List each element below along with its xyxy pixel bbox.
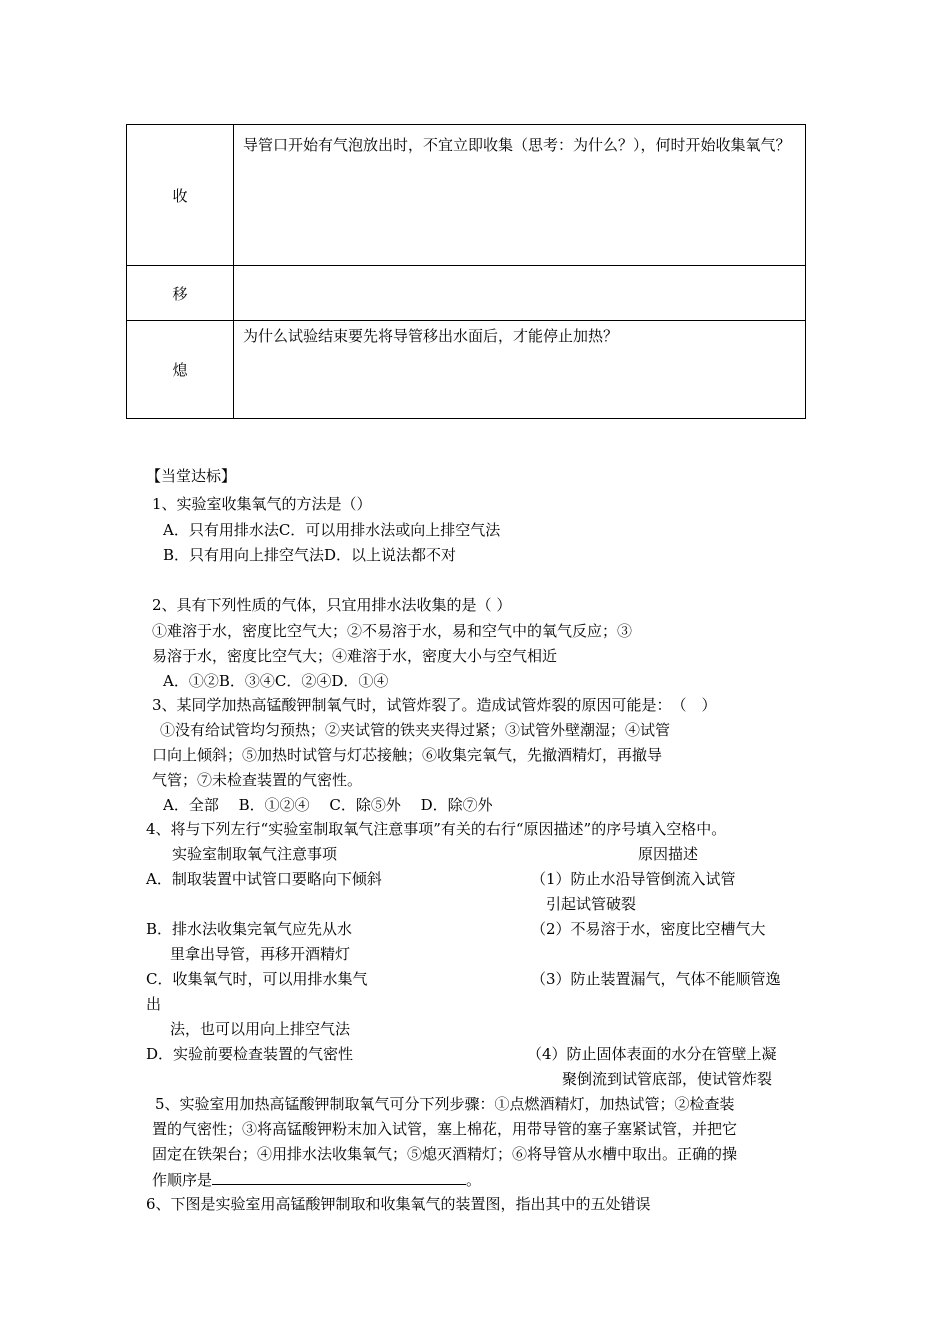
q3-stem: 3、某同学加热高锰酸钾制氧气时，试管炸裂了。造成试管炸裂的原因可能是： （ ） (152, 696, 717, 714)
row-key: 收 (127, 125, 234, 266)
q4-reason-1: （1）防止水沿导管倒流入试管 (531, 870, 736, 888)
table-row (127, 321, 806, 419)
q5-answer-line (152, 1170, 481, 1189)
q4-stem: 4、将与下列左行“实验室制取氧气注意事项”有关的右行“原因描述”的序号填入空格中。 (146, 820, 727, 838)
table-row (127, 266, 806, 321)
q4-item-b: B．排水法收集完氧气应先从水 (146, 920, 353, 938)
q3-options: A．全部 B．①②④ C．除⑤外 D．除⑦外 (163, 796, 493, 814)
q4-reason-4: （4）防止固体表面的水分在管壁上凝 (527, 1045, 777, 1063)
q4-item-d: D．实验前要检查装置的气密性 (146, 1045, 354, 1063)
q5-line: 固定在铁架台；④用排水法收集氧气；⑤熄灭酒精灯；⑥将导管从水槽中取出。正确的操 (152, 1145, 738, 1163)
q4-reason-2: （2）不易溶于水，密度比空槽气大 (531, 920, 766, 938)
row-text: 导管口开始有气泡放出时，不宜立即收集（思考：为什么？），何时开始收集氧气？ (234, 125, 806, 266)
q4-item-c: C．收集氧气时，可以用排水集气 (146, 970, 368, 988)
q4-reason-3: （3）防止装置漏气，气体不能顺管逸 (531, 970, 781, 988)
q5-line: 置的气密性；③将高锰酸钾粉末加入试管，塞上棉花，用带导管的塞子塞紧试管，并把它 (152, 1120, 738, 1138)
row-key: 熄 (127, 321, 234, 419)
q5-answer-suffix: 。 (466, 1171, 482, 1189)
q4-right-header: 原因描述 (638, 845, 699, 863)
q1-option-b: B．只有用向上排空气法D．以上说法都不对 (163, 546, 457, 564)
q2-line: ①难溶于水，密度比空气大；②不易溶于水，易和空气中的氧气反应；③ (152, 622, 633, 640)
q1-stem: 1、实验室收集氧气的方法是（） (152, 495, 372, 513)
row-text (234, 266, 806, 321)
q2-options: A．①②B．③④C．②④D．①④ (163, 672, 389, 690)
q5-answer-prefix: 作顺序是 (152, 1171, 213, 1189)
row-key: 移 (127, 266, 234, 321)
q4-item-b-cont: 里拿出导管，再移开酒精灯 (170, 945, 351, 963)
q6-stem: 6、下图是实验室用高锰酸钾制取和收集氧气的装置图，指出其中的五处错误 (146, 1195, 651, 1213)
row-text: 为什么试验结束要先将导管移出水面后，才能停止加热？ (234, 321, 806, 419)
answer-blank[interactable] (212, 1170, 466, 1185)
q4-left-header: 实验室制取氧气注意事项 (172, 845, 338, 863)
experiment-steps-table (126, 124, 806, 419)
q4-item-a: A．制取装置中试管口要略向下倾斜 (146, 870, 382, 888)
q3-line: 气管；⑦未检查装置的气密性。 (152, 771, 363, 789)
q1-option-a: A．只有用排水法C．可以用排水法或向上排空气法 (163, 521, 501, 539)
q4-reason-1-cont: 引起试管破裂 (546, 895, 637, 913)
q2-stem: 2、具有下列性质的气体，只宜用排水法收集的是（ ） (152, 596, 512, 614)
q3-line: ①没有给试管均匀预热；②夹试管的铁夹夹得过紧；③试管外壁潮湿；④试管 (160, 721, 671, 739)
q4-item-c-cont: 法，也可以用向上排空气法 (170, 1020, 351, 1038)
q4-reason-4-cont: 聚倒流到试管底部，使试管炸裂 (562, 1070, 773, 1088)
table-row (127, 125, 806, 266)
q2-line: 易溶于水，密度比空气大；④难溶于水，密度大小与空气相近 (152, 647, 558, 665)
section-title: 【当堂达标】 (146, 467, 237, 485)
q5-line: 5、实验室用加热高锰酸钾制取氧气可分下列步骤：①点燃酒精灯，加热试管；②检查装 (155, 1095, 735, 1113)
q4-item-c-wrap: 出 (146, 995, 162, 1013)
q3-line: 口向上倾斜；⑤加热时试管与灯芯接触；⑥收集完氧气，先撤酒精灯，再撤导 (152, 746, 663, 764)
